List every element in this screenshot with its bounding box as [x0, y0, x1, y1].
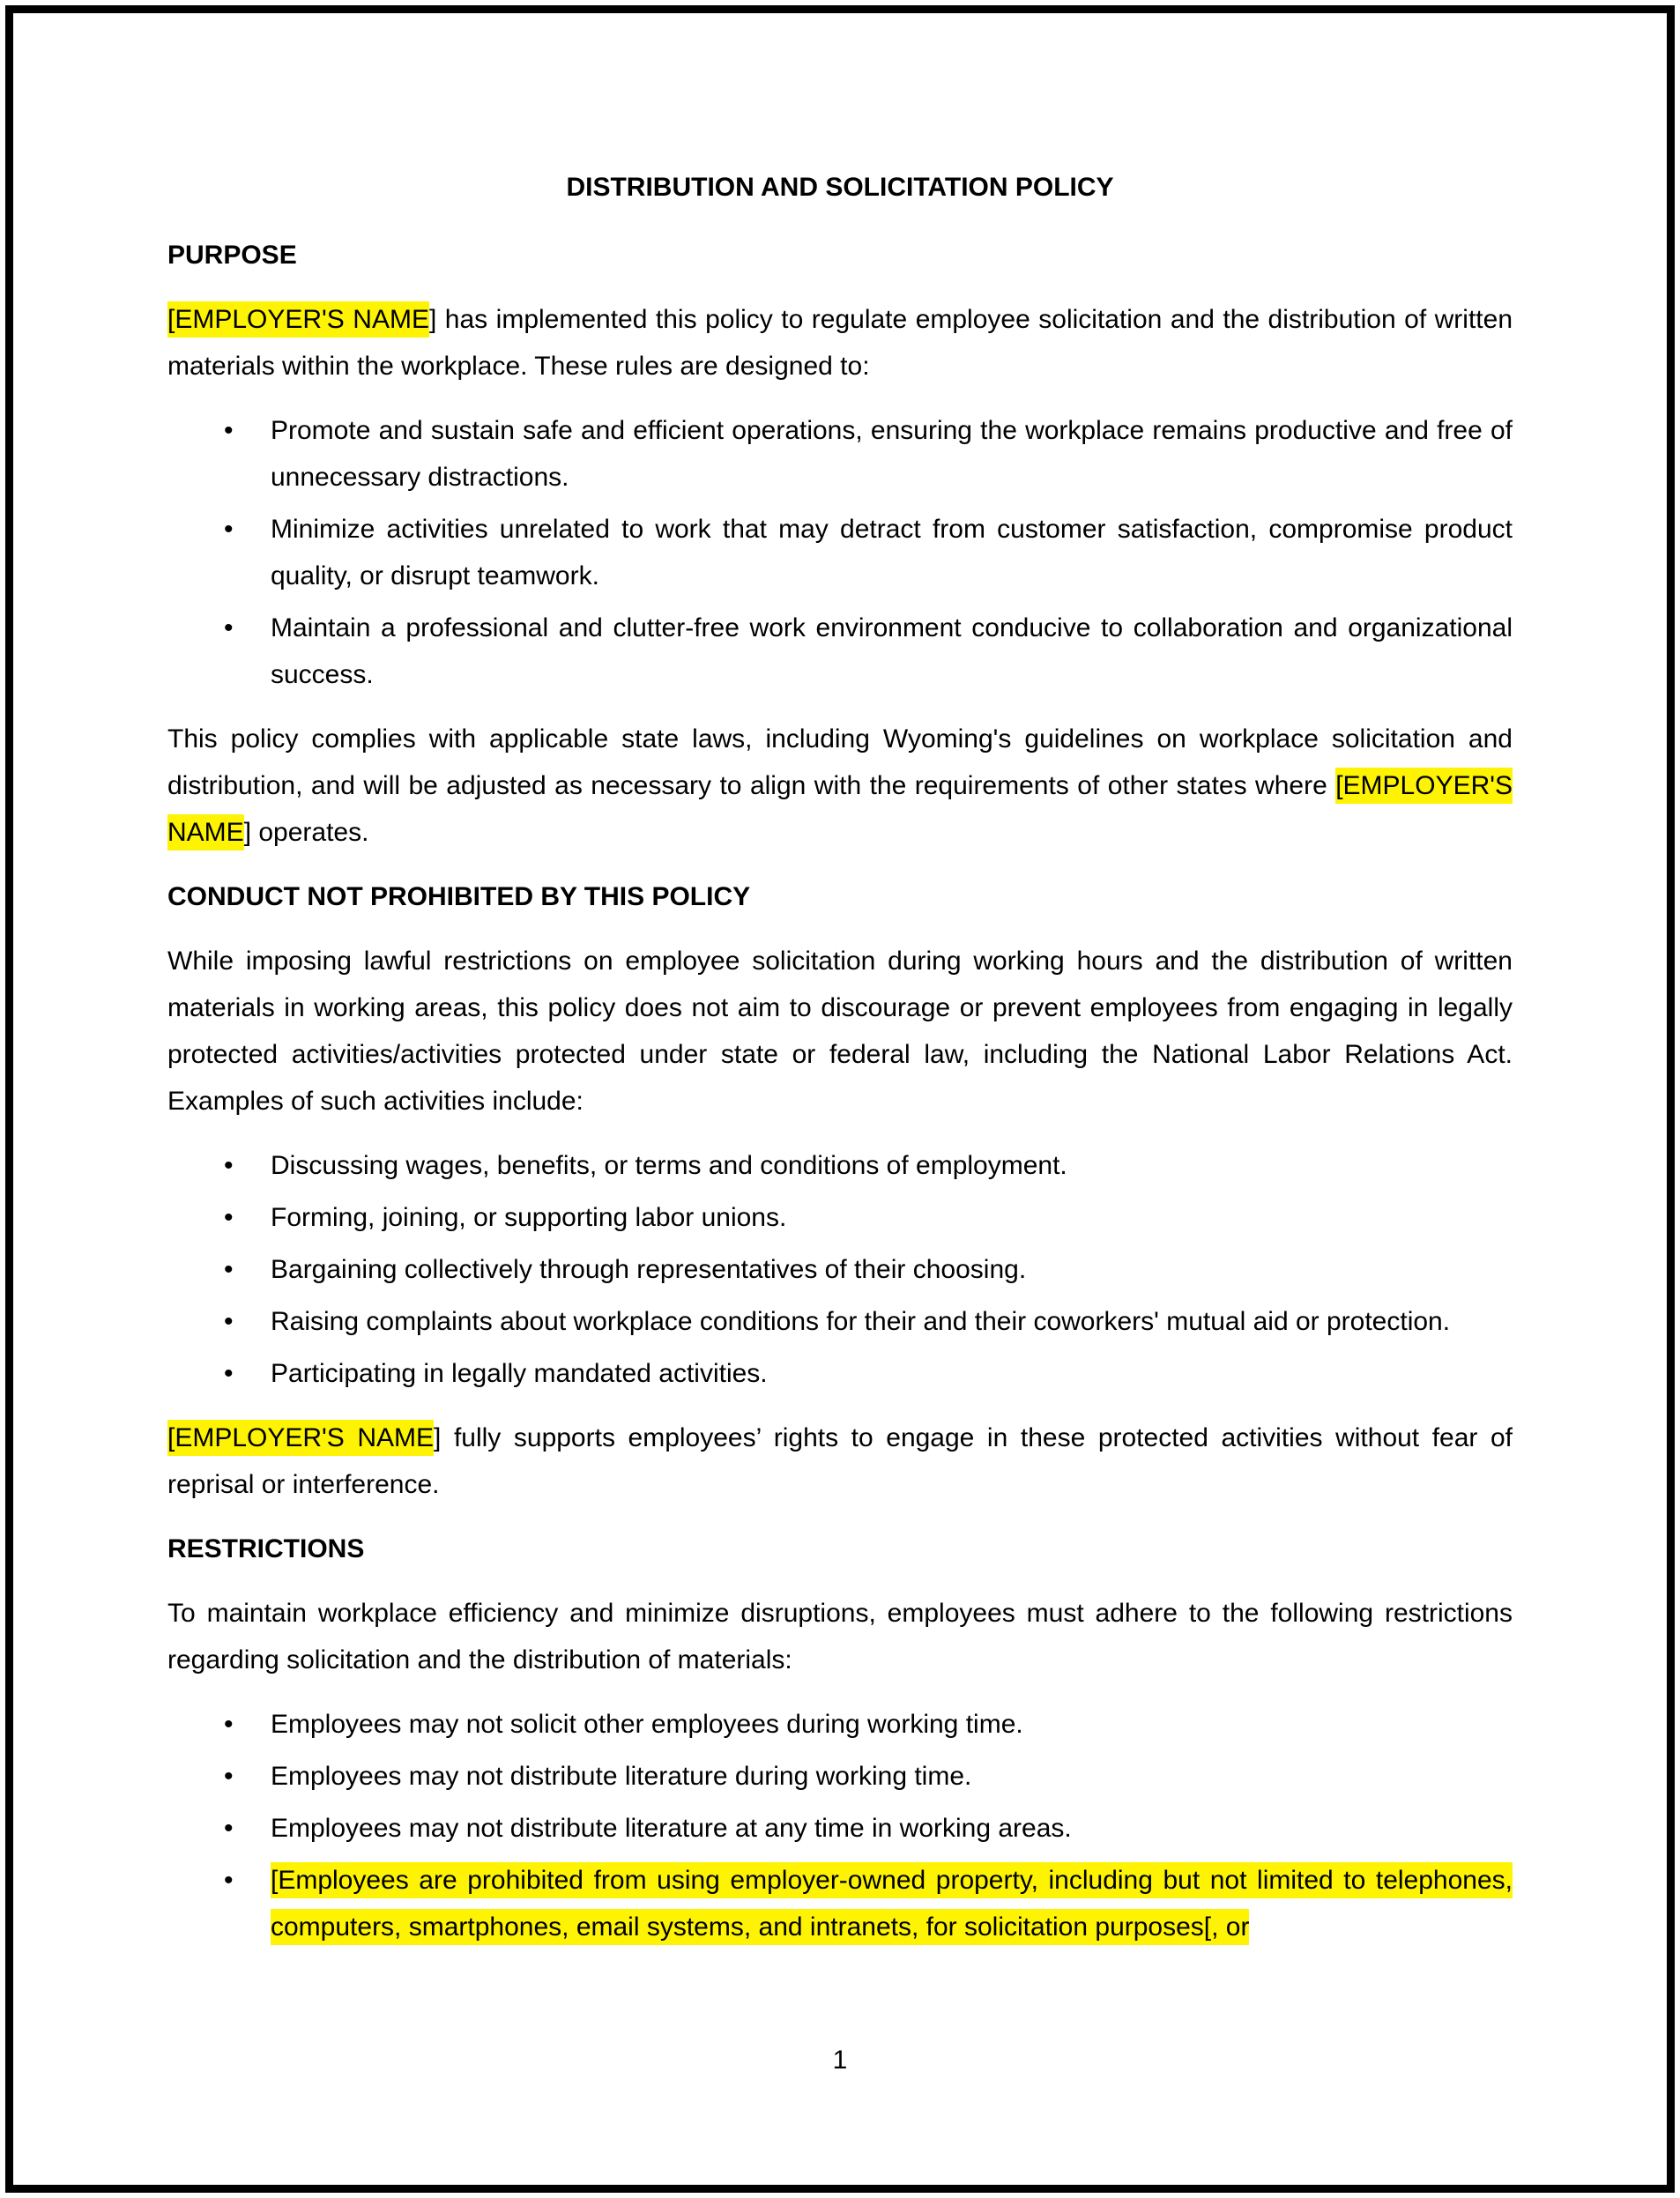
- document-body: [167, 164, 1513, 1968]
- paragraph: [167, 716, 1513, 856]
- list-item: [167, 1805, 1513, 1852]
- text-run: Forming, joining, or supporting labor unions.: [271, 1203, 787, 1232]
- highlighted-text: [EMPLOYER'S NAME: [167, 1420, 434, 1456]
- list-item: [167, 1350, 1513, 1397]
- text-run: Minimize activities unrelated to work that may detract from customer satisfaction, compromise product quality, or disrupt teamwork.: [271, 515, 1513, 590]
- highlighted-text: [EMPLOYER'S NAME: [167, 301, 429, 338]
- list-item: [167, 1857, 1513, 1950]
- list-item: [167, 1298, 1513, 1345]
- section-heading-restrictions: RESTRICTIONS: [167, 1534, 365, 1563]
- list-item: [167, 506, 1513, 599]
- highlighted-text: [Employees are prohibited from using employer-owned property, including but not limited to telephones, computers, smartphones, email systems, and intranets, for solicitation purposes[, or: [271, 1862, 1513, 1945]
- paragraph: [167, 1415, 1513, 1508]
- text-run: Promote and sustain safe and efficient operations, ensuring the workplace remains productive and free of unnecessary distractions.: [271, 416, 1513, 492]
- list-item: [167, 1753, 1513, 1800]
- document-title: DISTRIBUTION AND SOLICITATION POLICY: [566, 173, 1114, 202]
- list-item: [167, 1142, 1513, 1189]
- section-heading-purpose: PURPOSE: [167, 241, 297, 270]
- page-number: 1: [832, 2046, 848, 2075]
- list-item: [167, 407, 1513, 501]
- text-run: Employees may not solicit other employees during working time.: [271, 1710, 1023, 1739]
- bullet-list: [167, 407, 1513, 698]
- paragraph: [167, 1590, 1513, 1683]
- highlighted-text: [EMPLOYER'S NAME: [167, 768, 1513, 850]
- text-run: Discussing wages, benefits, or terms and conditions of employment.: [271, 1151, 1067, 1180]
- text-run: Participating in legally mandated activities.: [271, 1359, 768, 1388]
- text-run: Raising complaints about workplace conditions for their and their coworkers' mutual aid or protection.: [271, 1307, 1451, 1336]
- text-run: Employees may not distribute literature at any time in working areas.: [271, 1814, 1072, 1843]
- text-run: To maintain workplace efficiency and minimize disruptions, employees must adhere to the following restrictions regarding solicitation and the distribution of materials:: [167, 1599, 1513, 1674]
- text-run: Employees may not distribute literature during working time.: [271, 1762, 972, 1791]
- text-run: While imposing lawful restrictions on employee solicitation during working hours and the distribution of written materials in working areas, this policy does not aim to discourage or prevent employees from engaging in legally protected activities/activities protected under state or federal law, including the National Labor Relations Act. Examples of such activities include:: [167, 947, 1513, 1116]
- paragraph: [167, 296, 1513, 390]
- list-item: [167, 1246, 1513, 1293]
- text-run: ] has implemented this policy to regulate employee solicitation and the distribution of written materials within the workplace. These rules are designed to:: [167, 305, 1513, 381]
- paragraph: [167, 938, 1513, 1125]
- list-item: [167, 1194, 1513, 1241]
- text-run: Maintain a professional and clutter-free work environment conducive to collaboration and organizational success.: [271, 613, 1513, 689]
- text-run: Bargaining collectively through representatives of their choosing.: [271, 1255, 1027, 1284]
- bullet-list: [167, 1142, 1513, 1397]
- text-run: ] operates.: [243, 818, 369, 847]
- list-item: [167, 1701, 1513, 1748]
- section-heading-conduct-not-prohibited-by-this-policy: CONDUCT NOT PROHIBITED BY THIS POLICY: [167, 882, 751, 911]
- bullet-list: [167, 1701, 1513, 1950]
- list-item: [167, 605, 1513, 698]
- text-run: ] fully supports employees’ rights to engage in these protected activities without fear of reprisal or interference.: [167, 1423, 1513, 1499]
- text-run: This policy complies with applicable state laws, including Wyoming's guidelines on workplace solicitation and distribution, and will be adjusted as necessary to align with the requirements of other states where: [167, 724, 1513, 800]
